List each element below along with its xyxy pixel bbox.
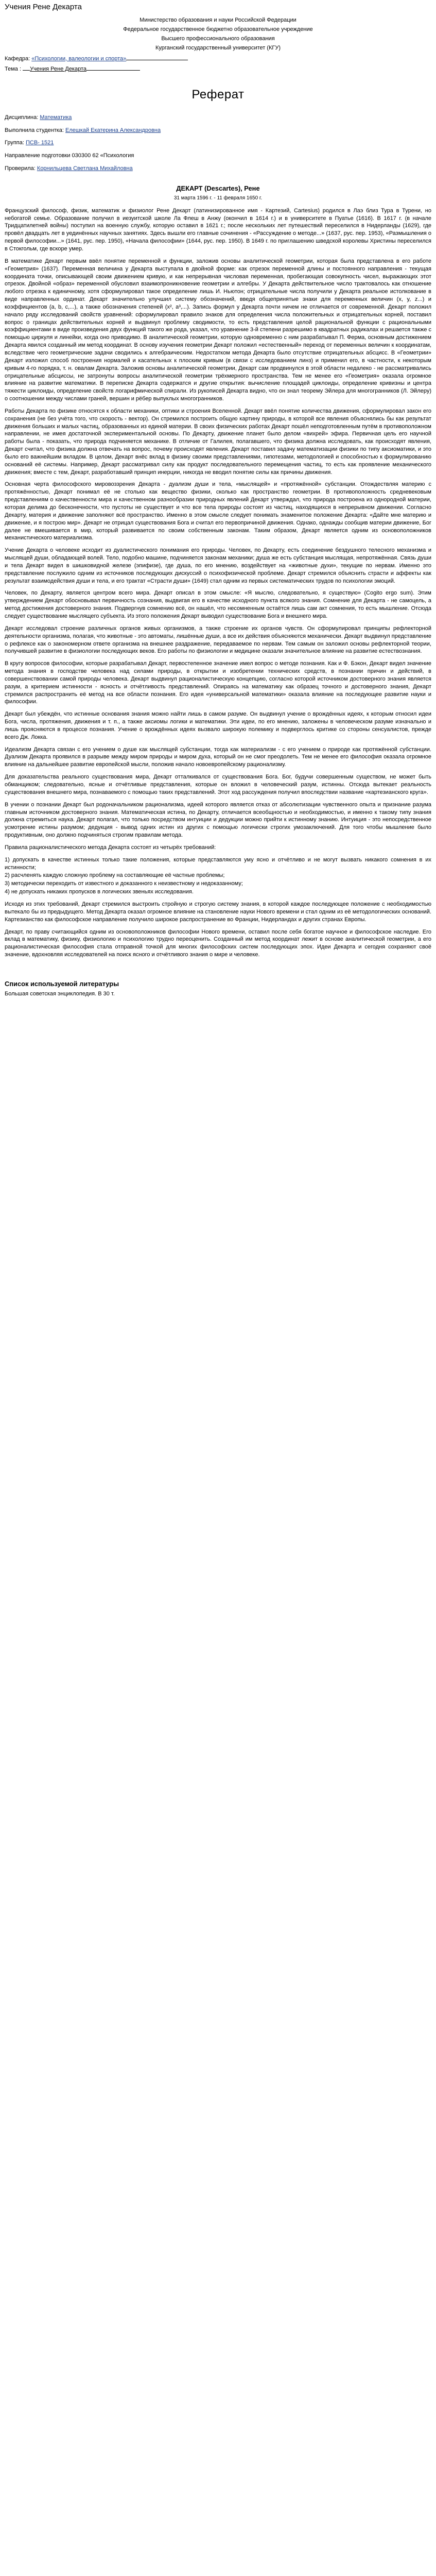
page-title: Учения Рене Декарта xyxy=(5,3,82,11)
article-paragraph: Декарт был убеждён, что истинные основания знания можно найти лишь в самом разуме. Он выдвинул учение о врождённых идеях, к которым относил идеи Бога, числа, протяжения, движения и т. п., а также аксиомы логики и математики. Эти идеи, по его мнению, заложены в человеческом разуме изначально и лишь проясняются в процессе познания. Учение о врождённых идеях вызвало широкую полемику и подверглось критике со стороны сенсуалистов, прежде всего Дж. Локка. xyxy=(5,711,431,740)
bibliography-item: Большая советская энциклопедия. В 30 т. xyxy=(5,991,115,997)
checker-row xyxy=(5,165,431,173)
checker-label: Проверила: xyxy=(5,165,36,172)
institution-name: Курганский государственный университет (КГУ) xyxy=(155,44,281,51)
document-page xyxy=(0,0,436,998)
article-paragraph: Основная черта философского мировоззрения Декарта - дуализм души и тела, «мыслящей» и «протяжённой» субстанции. Отождествляя материю с протяжённостью, Декарт понимал её не столько как вещество физики, сколько как пространство геометрии. В противоположность средневековым представлениям о качественности мира и качественном разнообразии природных явлений Декарт утверждал, что природа построена из однородной материи, которая делима до бесконечности, что пустоты не существует и что все тела природы состоят из частиц, находящихся в непрерывном движении. Согласно Декарту, материя и движение заполняют всё пространство. Именно в этом смысле следует понимать знаменитое положение Декарта: «Дайте мне материю и движение, и я построю мир». Декарт не отрицал существования Бога и считал его первопричиной движения. Однако, однажды сообщив материи движение, Бог далее не вмешивается в мир, который развивается по своим собственным законам. Таким образом, Декарт является одним из основоположников механистического материализма. xyxy=(5,481,431,541)
article-paragraph: Французский философ, физик, математик и физиолог Рене Декарт (латинизированное имя - Картезий, Cartesius) родился в Лаэ близ Тура в Турени, но небогатой семье. Образование получил в иезуитской школе Ла Флеш в Анжу (окончил в 1614 г.) и в университете в Пуатье (1616). В 1617 г. (в начале Тридцатилетней войны) поступил на военную службу, которую оставил в 1621 г.; после нескольких лет путешествий переселился в Нидерланды (1629), где провёл двадцать лет в уединённых научных занятиях. Здесь вышли его главные сочинения - «Рассуждение о методе...» (1637, рус. пер. 1953), «Размышления о первой философии...» (1641, рус. пер. 1950), «Начала философии» (1644, рус. пер. 1950). В 1649 г. по приглашению шведской королевы Христины переселился в Стокгольм, где вскоре умер. xyxy=(5,207,431,252)
author-label: Выполнила студентка: xyxy=(5,127,64,133)
discipline-link[interactable]: Математика xyxy=(40,114,72,121)
discipline-label: Дисциплина: xyxy=(5,114,39,121)
article-paragraph: Для доказательства реального существования мира, Декарт отталкивался от существования Бога. Бог, будучи совершенным существом, не может быть обманщиком; следовательно, ясные и отчётливые представления, которые он вложил в человеческий разум, истинны. Отсюда вытекает реальность существования внешнего мира, познаваемого с помощью таких представлений. Этот ход рассуждения получил впоследствии название «картезианского круга». xyxy=(5,774,431,795)
meta-block xyxy=(5,114,431,173)
method-rule: 2) расчленять каждую сложную проблему на составляющие её частные проблемы; xyxy=(5,872,225,879)
department-label: Кафедра: xyxy=(5,55,30,62)
article-paragraph: Идеализм Декарта связан с его учением о душе как мыслящей субстанции, тогда как материализм - с его учением о природе как протяжённой субстанции. Дуализм Декарта проявился в разрыве между миром природы и миром духа, который он не смог преодолеть. Тем не менее его философия оказала огромное влияние на дальнейшее развитие европейской мысли, положив начало новоевропейскому рационализму. xyxy=(5,746,431,768)
article-title: ДЕКАРТ (Descartes), Рене xyxy=(176,184,260,192)
group-link[interactable]: ПСВ- 1521 xyxy=(25,140,54,146)
article-paragraph: В учении о познании Декарт был родоначальником рационализма, идеей которого является отказ от абсолютизации чувственного опыта и признание разума главным источником достоверного знания. Математическая истина, по Декарту, отличается всеобщностью и необходимостью, и именно к такому типу знания должна стремиться наука. Декарт полагал, что только посредством интуиции и дедукции можно прийти к истинному знанию. Интуиция - это непосредственное усмотрение истины разумом; дедукция - вывод одних истин из других с помощью логически строгих умозаключений. Для того чтобы мышление было продуктивным, оно должно подчиняться строгим правилам метода. xyxy=(5,801,431,839)
institution-education-level: Высшего профессионального образования xyxy=(161,35,275,42)
article-body xyxy=(5,207,431,852)
topic-underline-left xyxy=(23,70,30,71)
article-paragraph: Человек, по Декарту, является центром всего мира. Декарт описал в этом смысле: «Я мыслю, следовательно, я существую» (Cogito ergo sum). Этим утверждением Декарт обосновывал первичность сознания, выдвигая его в качестве исходного пункта всякого знания. Сомнение для Декарта - не самоцель, а метод достижения достоверного знания. Подвергнув сомнению всё, он нашёл, что несомненным остаётся лишь сам акт сомнения, то есть мышление. Отсюда следует существование мыслящего субъекта. Из этого положения Декарт выводил существование Бога и внешнего мира. xyxy=(5,590,431,619)
direction-row: Направление подготовки 030300 62 «Психология xyxy=(5,152,134,159)
bibliography-list xyxy=(5,990,431,998)
article-dates: 31 марта 1596 г. - 11 февраля 1650 г. xyxy=(173,195,263,201)
author-link[interactable]: Елешкай Екатерина Александровна xyxy=(65,127,161,133)
method-rules-list xyxy=(5,856,431,896)
department-row xyxy=(5,55,431,63)
institution-block xyxy=(5,16,431,52)
author-row xyxy=(5,127,431,134)
article-paragraph: Декарт, по праву считающийся одним из основоположников философии Нового времени, оставил после себя богатое научное и философское наследие. Его вклад в математику, физику, физиологию и психологию трудно переоценить. Созданный им метод координат лежит в основе аналитической геометрии, а его рационалистическая философия стала отправной точкой для многих философских систем последующих эпох. Идеи Декарта и сегодня сохраняют своё значение, вдохновляя исследователей на поиск ясного и отчётливого знания о мире и человеке. xyxy=(5,928,431,958)
essay-heading: Реферат xyxy=(191,88,245,102)
group-row xyxy=(5,139,431,147)
method-rule: 1) допускать в качестве истинных только такие положения, которые представляются уму ясно и отчётливо и не могут вызвать никакого сомнения в их истинности; xyxy=(5,856,431,871)
article-paragraph: В математике Декарт первым ввёл понятие переменной и функции, заложив основы аналитической геометрии, которая была представлена в его работе «Геометрия» (1637). Переменная величина у Декарта выступала в двойной форме: как отрезок переменной длины и постоянного направления - текущая координата точки, описывающей своим движением кривую, и как непрерывная числовая переменная, пробегающая совокупность чисел, выражающих этот отрезок. Двойной «образ» переменной обусловил взаимопроникновение геометрии и алгебры. У Декарта действительное число трактовалось как отношение любого отрезка к единичному, хотя сформулировал такое определение лишь И. Ньютон; отрицательные числа получили у Декарта реальное истолкование в виде направленных ординат. Декарт значительно улучшил систему обозначений, введя общепринятые знаки для переменных величин (x, y, z...) и коэффициентов (a, b, c,...), а также обозначения степеней (x², a³,...). Запись формул у Декарта почти ничем не отличается от современной. Декарт положил начало ряду исследований свойств уравнений: сформулировал правило знаков для определения числа положительных и отрицательных корней, поставил вопрос о границах действительных корней и выдвинул проблему сводимости, то есть представления целой рациональной функции с рациональными коэффициентами в виде произведения двух функций такого же рода, указал, что уравнение 3-й степени разрешимо в квадратных радикалах и решается также с помощью циркуля и линейки, когда оно приводимо. В аналитической геометрии, которую одновременно с ним разрабатывал П. Ферма, основным достижением Декарта явился созданный им метод координат. В основу изучения геометрии Декарт положил «естественный» переход от переменных величин к координатам, вследствие чего геометрические задачи сводились к алгебраическим. Недостатком метода Декарта было отсутствие отрицательных абсцисс. В «Геометрии» Декарт изложил способ построения нормалей и касательных к плоским кривым (в связи с исследованием линз) и применил его, в частности, к некоторым кривым 4-го порядка, т. н. овалам Декарта. Заложив основы аналитической геометрии, Декарт сам продвинулся в этой области недалеко - не рассматривались отрицательные абсциссы, не затронуты вопросы аналитической геометрии трёхмерного пространства. Тем не менее его «Геометрия» оказала огромное влияние на развитие математики. В переписке Декарта содержатся и другие открытия: вычисление площадей циклоиды, определение кривизны и центра тяжести циклоиды, определение свойств логарифмической спирали. Из рукописей Декарта видно, что он знал теорему Эйлера для многогранников (Л. Эйлеру) о соотношении между числами граней, вершин и рёбер выпуклых многогранников. xyxy=(5,258,431,402)
article-paragraph: Работы Декарта по физике относятся к области механики, оптики и строения Вселенной. Декарт ввёл понятие количества движения, сформулировал закон его сохранения (не без учёта того, что скорость - вектор). Он стремился построить общую картину природы, в которой все явления объяснялись бы как результат движения больших и малых частиц, образованных из единой материи. В своих физических работах Декарт пошёл неподготовленным путём в противоположном направлении, не имея достаточной экспериментальной основы. По Декарту, движение планет было делом «вихрей» эфира. Первичная цель его научной работы была - показать, что природа подчиняется механике. В отличие от Галилея, полагавшего, что физика должна исследовать, как происходят явления, Декарт считал, что физика должна отвечать на вопрос, почему происходят явления. Декарт поставил задачу математизации физики по типу аксиоматики, и это было его важнейшим вкладом. В целом, Декарт внёс вклад в физику своими представлениями, гипотезами, методологией и способностью к формулированию оснований её системы. Например, Декарт рассматривал силу как продукт последовательного перемещения частиц, то есть как проявление механического движения; вместе с тем, Декарт, разработавший принцип инерции, никогда не вводил понятие силы как причины движения. xyxy=(5,408,431,476)
topic-value: Учения Рене Декарта xyxy=(30,66,87,73)
article-paragraph: В кругу вопросов философии, которые разрабатывал Декарт, первостепенное значение имел вопрос о методе познания. Как и Ф. Бэкон, Декарт видел значение метода знания в господстве человека над силами природы, в открытии и изобретении технических средств, в познании причин и действий, в совершенствовании самой природы человека. Декарт выдвинул рационалистическую концепцию, согласно которой источником достоверного знания является разум, а критерием истинности - ясность и отчётливость представлений. Опираясь на математику как образец точного и достоверного знания, Декарт стремился распространить её метод на все области познания. Его идея «универсальной математики» оказала влияние на последующее развитие науки и философии. xyxy=(5,660,431,705)
checker-link[interactable]: Корнильцева Светлана Михайловна xyxy=(37,165,133,172)
article-paragraph: Правила рационалистического метода Декарта состоят из четырёх требований: xyxy=(5,844,216,851)
discipline-row xyxy=(5,114,431,122)
article-closing xyxy=(5,901,431,959)
topic-row xyxy=(5,65,431,73)
article-paragraph: Учение Декарта о человеке исходит из дуалистического понимания его природы. Человек, по Декарту, есть соединение бездушного телесного механизма и мыслящей души, обладающей волей. Тело, подобно машине, подчиняется законам механики; душа же есть субстанция мыслящая, непротяжённая. Связь души и тела Декарт видел в шишковидной железе (эпифизе), где душа, по его мнению, воздействует на «животные духи», текущие по нервам. Именно это представление послужило одним из источников последующих дискуссий о психофизической проблеме. Декарт стремился объяснить страсти и аффекты как результат взаимодействия души и тела, и его трактат «Страсти души» (1649) стал одним из первых систематических трудов по психологии эмоций. xyxy=(5,547,431,584)
institution-type: Федеральное государственное бюджетно образовательное учреждение xyxy=(123,26,313,33)
method-rule: 4) не допускать никаких пропусков в логических звеньях исследования. xyxy=(5,889,194,895)
department-link[interactable]: «Психологии, валеологии и спорта» xyxy=(31,55,127,62)
article-paragraph: Декарт исследовал строение различных органов живых организмов, а также строение их органов чувств. Он сформулировал принципы рефлекторной деятельности организма, полагая, что животные - это автоматы, лишённые души, а все их действия объясняются механически. Декарт выдвинул представление о рефлексе как о закономерном ответе организма на внешнее раздражение, передаваемое по нервам. Тем самым он заложил основы рефлекторной теории, получившей развитие в физиологии последующих веков. Его работы по физиологии и медицине оказали значительное влияние на развитие естествознания. xyxy=(5,625,431,655)
bibliography-heading: Список используемой литературы xyxy=(5,979,119,988)
topic-label: Тема : xyxy=(5,66,22,73)
method-rule: 3) методически переходить от известного и доказанного к неизвестному и недоказанному; xyxy=(5,880,243,887)
topic-underline-right xyxy=(86,70,140,71)
article-paragraph: Исходя из этих требований, Декарт стремился выстроить стройную и строгую систему знания, в которой каждое последующее положение с необходимостью вытекало бы из предыдущего. Метод Декарта оказал огромное влияние на становление науки Нового времени и стал одним из её методологических оснований. Картезианство как философское направление получило широкое распространение во Франции, Нидерландах и других странах Европы. xyxy=(5,901,431,923)
institution-ministry: Министерство образования и науки Российской Федерации xyxy=(139,17,297,24)
group-label: Группа: xyxy=(5,140,24,146)
